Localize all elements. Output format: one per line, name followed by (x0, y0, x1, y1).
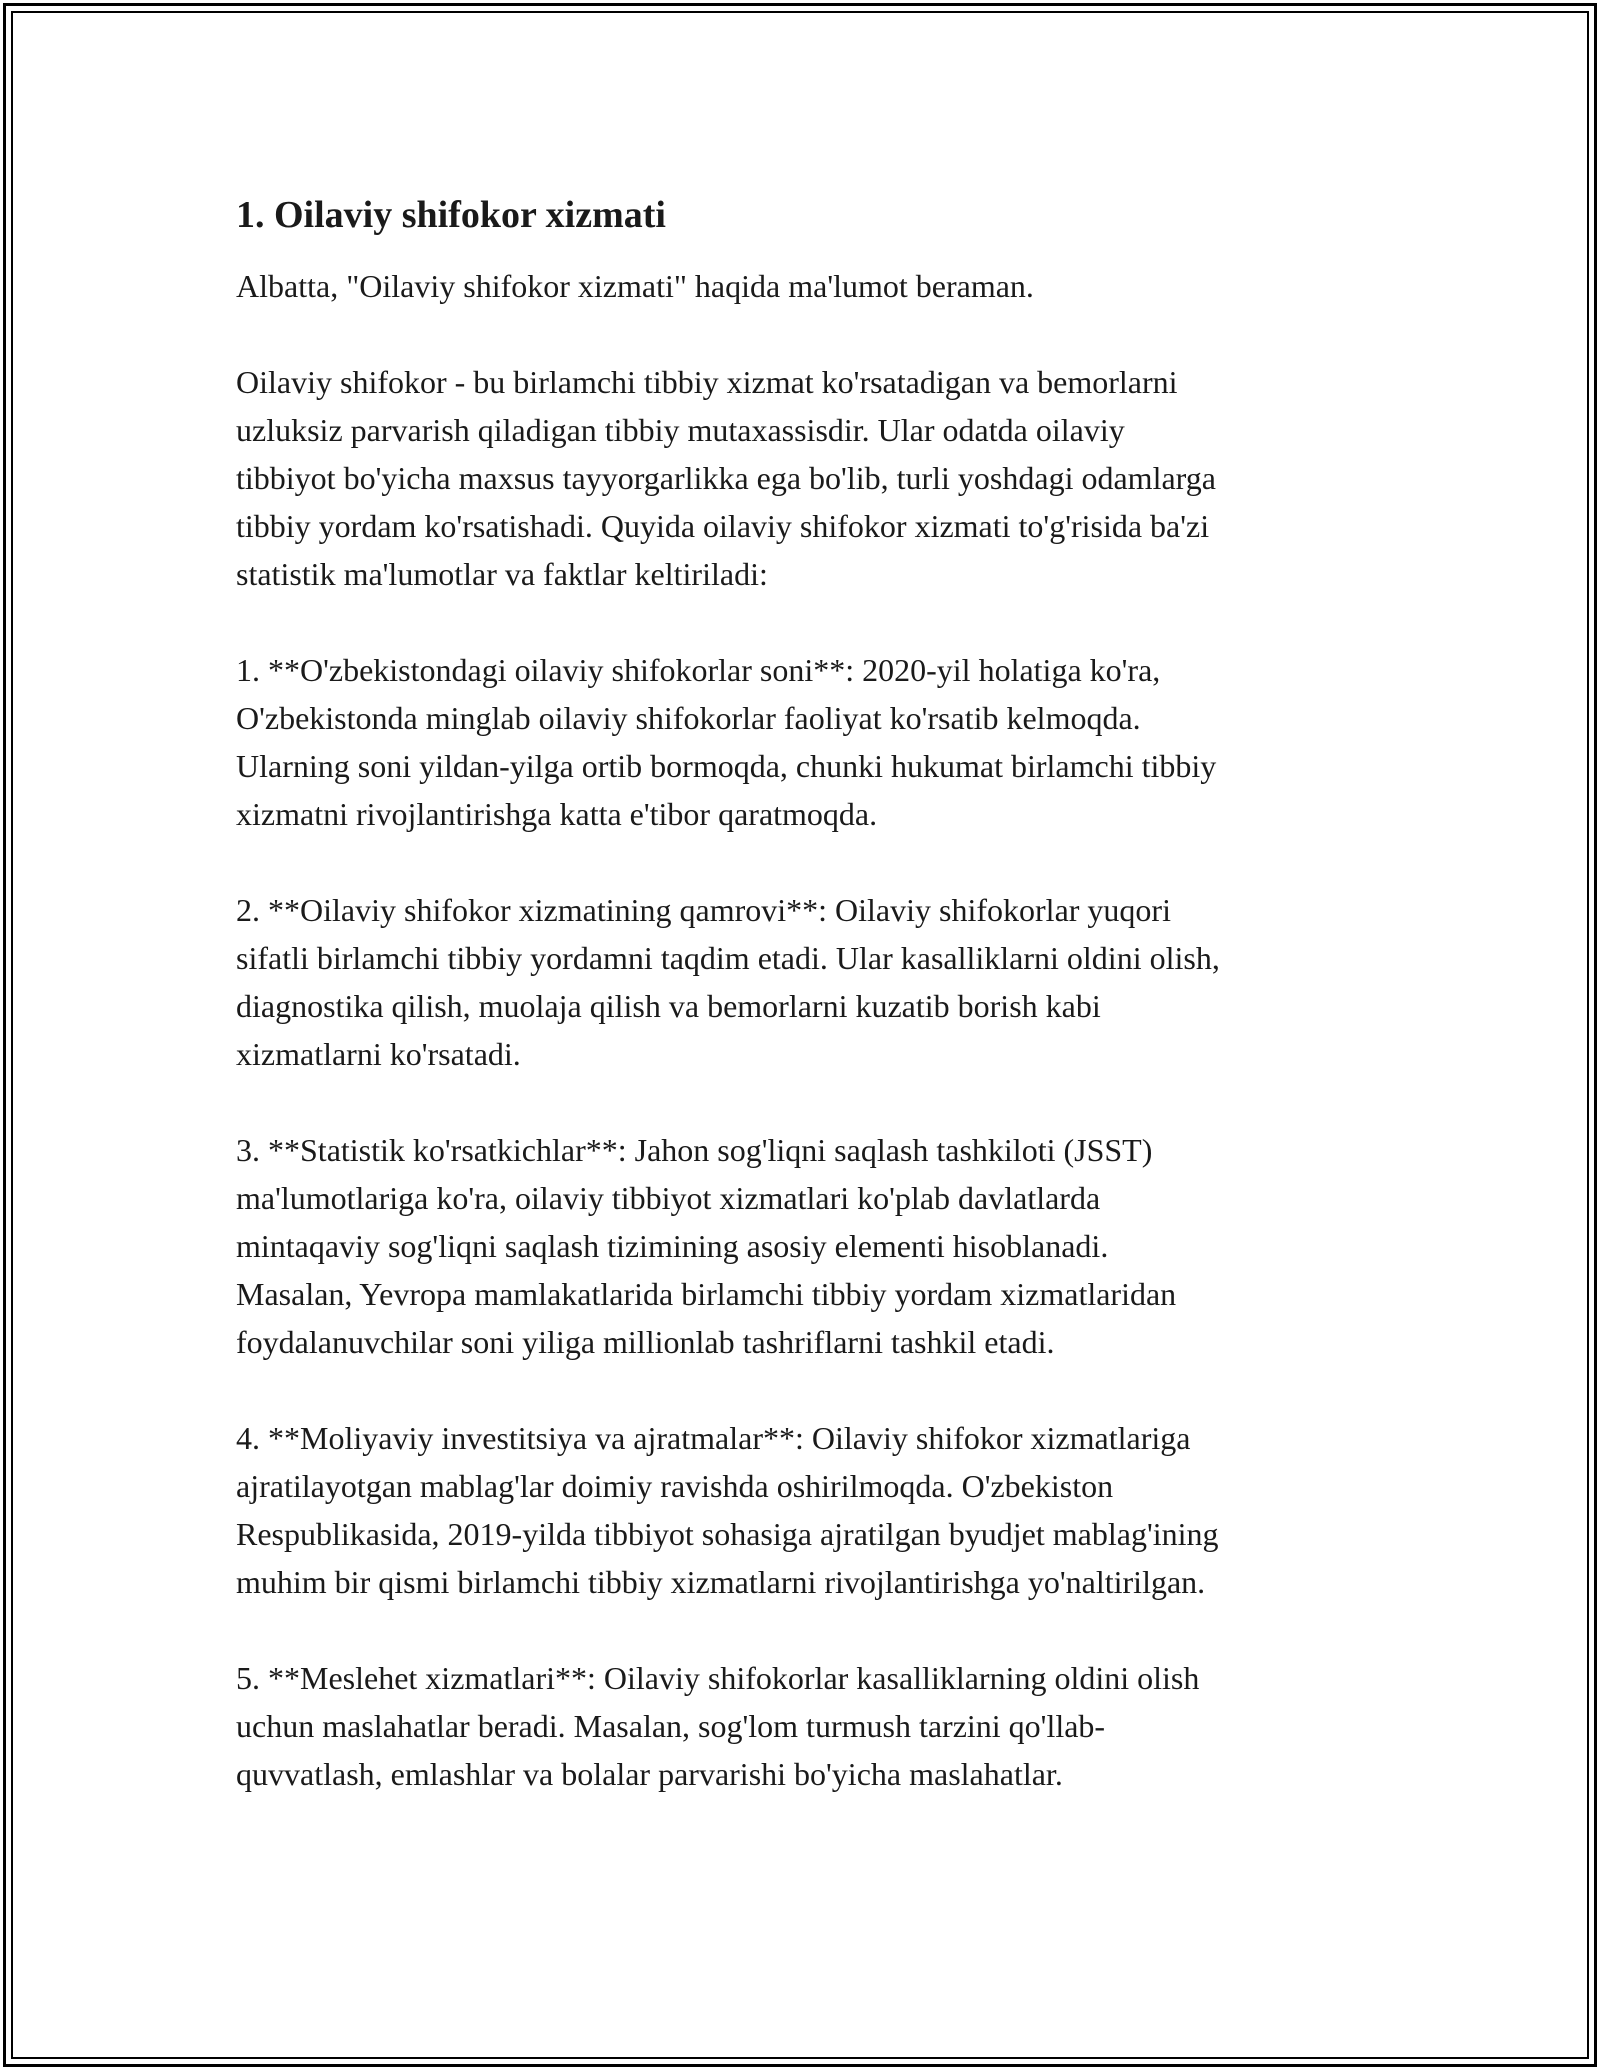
intro-paragraph: Albatta, "Oilaviy shifokor xizmati" haqida ma'lumot beraman. (236, 268, 1034, 304)
list-item-2: 2. **Oilaviy shifokor xizmatining qamrovi**: Oilaviy shifokorlar yuqori sifatli birlamchi tibbiy yordamni taqdim etadi. Ular kasalliklarni oldini olish, diagnostika qilish, muolaja qilish va bemorlarni kuzatib borish kabi xizmatlarni ko'rsatadi. (236, 892, 1220, 1072)
list-item-1: 1. **O'zbekistondagi oilaviy shifokorlar soni**: 2020-yil holatiga ko'ra, O'zbekistonda minglab oilaviy shifokorlar faoliyat ko'rsatib kelmoqda. Ularning soni yildan-yilga ortib bormoqda, chunki hukumat birlamchi tibbiy xizmatni rivojlantirishga katta e'tibor qaratmoqda. (236, 652, 1217, 832)
document-content (236, 190, 1376, 1846)
list-item-3: 3. **Statistik ko'rsatkichlar**: Jahon sog'liqni saqlash tashkiloti (JSST) ma'lumotlariga ko'ra, oilaviy tibbiyot xizmatlari ko'plab davlatlarda mintaqaviy sog'liqni saqlash tizimining asosiy elementi hisoblanadi. Masalan, Yevropa mamlakatlarida birlamchi tibbiy yordam xizmatlaridan foydalanuvchilar soni yiliga millionlab tashriflarni tashkil etadi. (236, 1132, 1177, 1360)
definition-paragraph: Oilaviy shifokor - bu birlamchi tibbiy xizmat ko'rsatadigan va bemorlarni uzluksiz parvarish qiladigan tibbiy mutaxassisdir. Ular odatda oilaviy tibbiyot bo'yicha maxsus tayyorgarlikka ega bo'lib, turli yoshdagi odamlarga tibbiy yordam ko'rsatishadi. Quyida oilaviy shifokor xizmati to'g'risida ba'zi statistik ma'lumotlar va faktlar keltiriladi: (236, 364, 1216, 592)
document-title: 1. Oilaviy shifokor xizmati (236, 194, 666, 236)
list-item-5: 5. **Meslehet xizmatlari**: Oilaviy shifokorlar kasalliklarning oldini olish uchun maslahatlar beradi. Masalan, sog'lom turmush tarzini qo'llab- quvvatlash, emlashlar va bolalar parvarishi bo'yicha maslahatlar. (236, 1660, 1200, 1792)
list-item-4: 4. **Moliyaviy investitsiya va ajratmalar**: Oilaviy shifokor xizmatlariga ajratilayotgan mablag'lar doimiy ravishda oshirilmoqda. O'zbekiston Respublikasida, 2019-yilda tibbiyot sohasiga ajratilgan byudjet mablag'ining muhim bir qismi birlamchi tibbiy xizmatlarni rivojlantirishga yo'naltirilgan. (236, 1420, 1219, 1600)
